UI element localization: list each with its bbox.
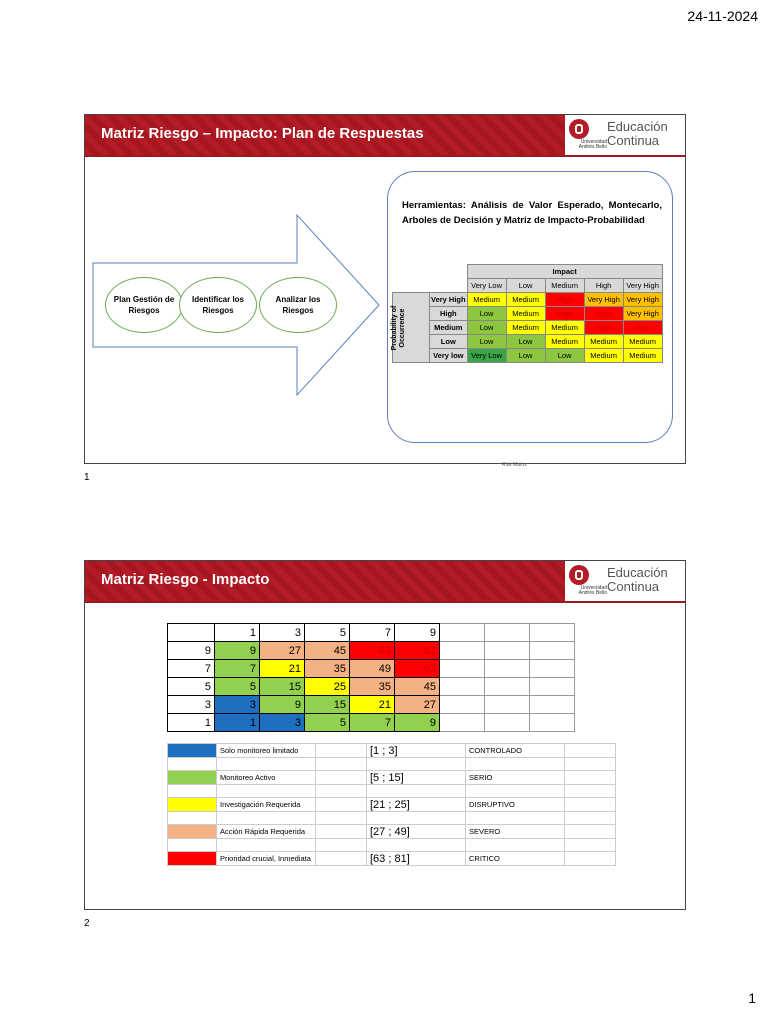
logo-subtext: Universidad Andrés Bello: [578, 585, 607, 596]
legend-spacer-cell: [316, 812, 367, 825]
risk-cell: Very High: [584, 293, 623, 307]
grid-empty-cell: [440, 642, 485, 660]
probability-row-label: High: [430, 307, 468, 321]
grid-value-cell: 7: [215, 660, 260, 678]
legend-spacer-cell: [466, 785, 565, 798]
probability-row-label: Medium: [430, 321, 468, 335]
legend-empty-cell: [565, 798, 616, 812]
legend-label: Acción Rápida Requerida: [217, 825, 316, 839]
slide-number: 2: [84, 918, 90, 929]
grid-empty-cell: [485, 660, 530, 678]
probability-header: Probability of Occurrence: [393, 293, 430, 363]
legend-color-swatch: [168, 744, 217, 758]
legend-spacer-cell: [466, 758, 565, 771]
legend-range: [21 ; 25]: [367, 798, 466, 812]
impact-column-label: Medium: [545, 279, 584, 293]
slide-1: [84, 114, 686, 468]
grid-empty-cell: [530, 678, 575, 696]
university-logo-icon: [569, 565, 589, 585]
risk-cell: High: [623, 321, 662, 335]
grid-header-cell: 9: [395, 624, 440, 642]
legend-spacer-cell: [565, 812, 616, 825]
impact-grid-table: [167, 623, 575, 732]
risk-cell: Medium: [545, 321, 584, 335]
legend-empty-cell: [565, 852, 616, 866]
probability-row-label: Low: [430, 335, 468, 349]
legend-spacer-cell: [217, 758, 316, 771]
grid-value-cell: 1: [215, 714, 260, 732]
grid-value-cell: 21: [260, 660, 305, 678]
logo-text: Educación Continua: [607, 119, 668, 148]
legend-spacer-cell: [217, 812, 316, 825]
grid-row-label: 7: [168, 660, 215, 678]
legend-spacer-cell: [168, 758, 217, 771]
grid-value-cell: 15: [260, 678, 305, 696]
grid-value-cell: 7: [350, 714, 395, 732]
grid-value-cell: 81: [395, 642, 440, 660]
legend-spacer-cell: [316, 785, 367, 798]
grid-empty-cell: [530, 660, 575, 678]
slide-title: Matriz Riesgo - Impacto: [101, 571, 270, 588]
logo-subtext: Universidad Andrés Bello: [578, 139, 607, 150]
legend-spacer-cell: [565, 758, 616, 771]
risk-cell: Medium: [584, 335, 623, 349]
risk-cell: Medium: [545, 335, 584, 349]
impact-column-label: Very High: [623, 279, 662, 293]
grid-empty-cell: [440, 660, 485, 678]
grid-value-cell: 3: [215, 696, 260, 714]
legend-level: SEVERO: [466, 825, 565, 839]
risk-cell: Medium: [623, 349, 662, 363]
impact-grid: [167, 623, 575, 732]
grid-row-label: 5: [168, 678, 215, 696]
impact-column-label: Low: [506, 279, 545, 293]
legend-empty-cell: [565, 771, 616, 785]
risk-cell: High: [545, 293, 584, 307]
grid-value-cell: 45: [395, 678, 440, 696]
grid-header-cell: 3: [260, 624, 305, 642]
grid-value-cell: 5: [215, 678, 260, 696]
tools-text: Herramientas: Análisis de Valor Esperado, Montecarlo, Arboles de Decisión y Matriz de Impacto-Probabilidad: [402, 200, 662, 226]
page-number: 1: [748, 990, 756, 1006]
grid-value-cell: 3: [260, 714, 305, 732]
risk-cell: Medium: [506, 307, 545, 321]
legend-spacer-cell: [367, 758, 466, 771]
grid-value-cell: 49: [350, 660, 395, 678]
legend-label: Solo monitoreo limitado: [217, 744, 316, 758]
grid-value-cell: 27: [395, 696, 440, 714]
legend-spacer-cell: [168, 785, 217, 798]
grid-value-cell: 45: [305, 642, 350, 660]
grid-empty-cell: [440, 678, 485, 696]
step-plan-gestion: Plan Gestión de Riesgos: [105, 277, 183, 333]
grid-empty-cell: [440, 696, 485, 714]
grid-empty-cell: [440, 624, 485, 642]
grid-value-cell: 5: [305, 714, 350, 732]
risk-cell: Low: [545, 349, 584, 363]
grid-header-cell: 5: [305, 624, 350, 642]
grid-value-cell: 63: [350, 642, 395, 660]
legend-spacer-cell: [466, 812, 565, 825]
grid-value-cell: 27: [260, 642, 305, 660]
probability-row-label: Very low: [430, 349, 468, 363]
legend-spacer-cell: [367, 839, 466, 852]
risk-cell: Low: [467, 321, 506, 335]
grid-empty-cell: [530, 696, 575, 714]
legend-spacer-cell: [168, 839, 217, 852]
grid-header-cell: 7: [350, 624, 395, 642]
grid-empty-cell: [530, 642, 575, 660]
legend-spacer-cell: [217, 785, 316, 798]
grid-empty-cell: [485, 642, 530, 660]
legend-color-swatch: [168, 852, 217, 866]
legend-spacer-cell: [316, 758, 367, 771]
grid-value-cell: 9: [395, 714, 440, 732]
grid-value-cell: 15: [305, 696, 350, 714]
grid-empty-cell: [485, 624, 530, 642]
legend-empty-cell: [316, 771, 367, 785]
grid-value-cell: 9: [215, 642, 260, 660]
legend-spacer-cell: [367, 785, 466, 798]
risk-cell: Medium: [467, 293, 506, 307]
legend-empty-cell: [316, 852, 367, 866]
university-logo-icon: [569, 119, 589, 139]
grid-empty-cell: [530, 714, 575, 732]
grid-header-cell: 1: [215, 624, 260, 642]
header-date: 24-11-2024: [687, 8, 758, 24]
grid-value-cell: 63: [395, 660, 440, 678]
grid-empty-cell: [485, 678, 530, 696]
legend-label: Monitoreo Activo: [217, 771, 316, 785]
risk-cell: Medium: [506, 321, 545, 335]
risk-cell: Low: [506, 335, 545, 349]
grid-row-label: 1: [168, 714, 215, 732]
risk-cell: Very High: [623, 293, 662, 307]
legend-empty-cell: [565, 825, 616, 839]
legend-spacer-cell: [217, 839, 316, 852]
legend-empty-cell: [316, 744, 367, 758]
legend-level: DISRUPTIVO: [466, 798, 565, 812]
legend-spacer-cell: [367, 812, 466, 825]
risk-cell: Medium: [584, 349, 623, 363]
grid-header-cell: [168, 624, 215, 642]
grid-row-label: 3: [168, 696, 215, 714]
slide-number: 1: [84, 472, 90, 483]
risk-cell: High: [584, 307, 623, 321]
grid-empty-cell: [485, 714, 530, 732]
legend-spacer-cell: [565, 839, 616, 852]
risk-cell: Medium: [623, 335, 662, 349]
legend-color-swatch: [168, 771, 217, 785]
impact-column-label: Very Low: [467, 279, 506, 293]
risk-cell: Low: [467, 335, 506, 349]
legend: [167, 743, 616, 866]
impact-column-label: High: [584, 279, 623, 293]
step-analizar: Analizar los Riesgos: [259, 277, 337, 333]
legend-range: [1 ; 3]: [367, 744, 466, 758]
grid-value-cell: 9: [260, 696, 305, 714]
legend-label: Investigación Requerida: [217, 798, 316, 812]
risk-matrix: [391, 264, 668, 468]
slide-title: Matriz Riesgo – Impacto: Plan de Respuestas: [101, 125, 424, 142]
probability-row-label: Very High: [430, 293, 468, 307]
legend-empty-cell: [565, 744, 616, 758]
legend-empty-cell: [316, 798, 367, 812]
slide-2: [84, 560, 686, 910]
risk-matrix-caption: Risk Matrix: [502, 462, 527, 468]
legend-spacer-cell: [168, 812, 217, 825]
risk-cell: High: [545, 307, 584, 321]
grid-empty-cell: [440, 714, 485, 732]
grid-row-label: 9: [168, 642, 215, 660]
risk-cell: Medium: [506, 293, 545, 307]
legend-range: [5 ; 15]: [367, 771, 466, 785]
legend-empty-cell: [316, 825, 367, 839]
grid-value-cell: 21: [350, 696, 395, 714]
grid-value-cell: 35: [350, 678, 395, 696]
legend-level: CONTROLADO: [466, 744, 565, 758]
tools-bubble: [387, 171, 673, 468]
step-identificar: Identificar los Riesgos: [179, 277, 257, 333]
legend-table: [167, 743, 616, 866]
grid-value-cell: 25: [305, 678, 350, 696]
risk-cell: Very High: [623, 307, 662, 321]
legend-color-swatch: [168, 798, 217, 812]
legend-level: SERIO: [466, 771, 565, 785]
grid-empty-cell: [485, 696, 530, 714]
impact-header: Impact: [467, 265, 662, 279]
legend-range: [27 ; 49]: [367, 825, 466, 839]
logo-text: Educación Continua: [607, 565, 668, 594]
legend-level: CRITICO: [466, 852, 565, 866]
risk-cell: High: [584, 321, 623, 335]
legend-spacer-cell: [565, 785, 616, 798]
legend-spacer-cell: [466, 839, 565, 852]
risk-matrix-table: [392, 264, 663, 363]
legend-color-swatch: [168, 825, 217, 839]
risk-cell: Very Low: [467, 349, 506, 363]
risk-cell: Low: [467, 307, 506, 321]
legend-label: Prioridad crucial, Inmediata: [217, 852, 316, 866]
risk-cell: Low: [506, 349, 545, 363]
grid-empty-cell: [530, 624, 575, 642]
legend-spacer-cell: [316, 839, 367, 852]
grid-value-cell: 35: [305, 660, 350, 678]
legend-range: [63 ; 81]: [367, 852, 466, 866]
